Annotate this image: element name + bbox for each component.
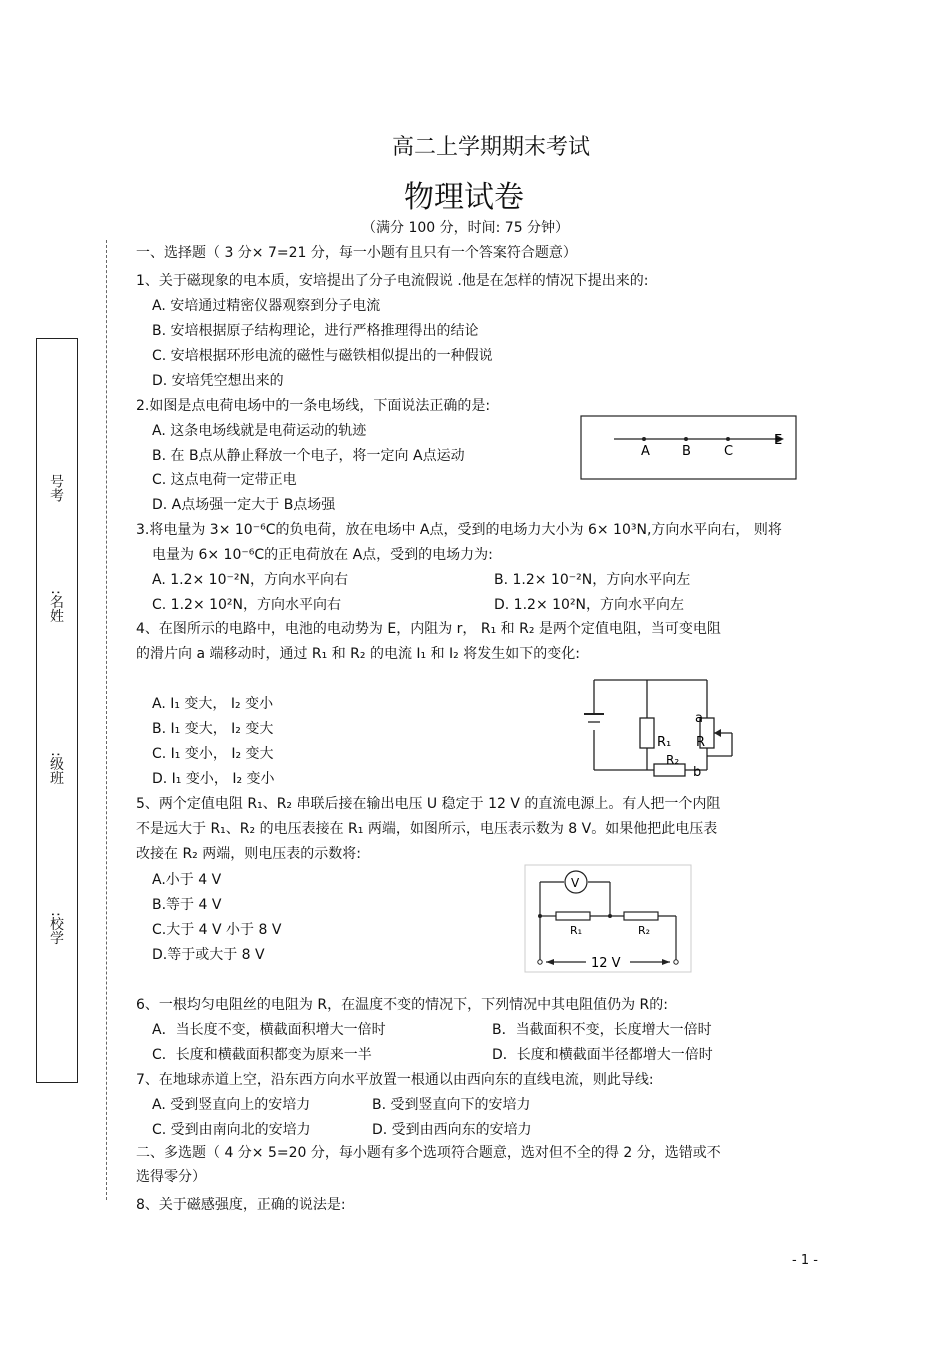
sidebar-label-exam-no: 号考 bbox=[48, 474, 64, 502]
q3-option-c: C. 1.2× 10²N，方向水平向右 bbox=[152, 597, 342, 613]
q4-option-a: A. I₁ 变大， I₂ 变小 bbox=[152, 696, 274, 712]
point-label-b: B bbox=[682, 444, 691, 459]
q7-option-b: B. 受到竖直向下的安培力 bbox=[372, 1097, 531, 1113]
q4-option-c: C. I₁ 变小， I₂ 变大 bbox=[152, 746, 274, 762]
section2-heading-line2: 选得零分） bbox=[136, 1169, 206, 1185]
q2-option-d: D. A点场强一定大于 B点场强 bbox=[152, 497, 336, 513]
field-line-figure bbox=[580, 415, 798, 481]
q1-option-b: B. 安培根据原子结构理论，进行严格推理得出的结论 bbox=[152, 323, 479, 339]
q4-option-b: B. I₁ 变大， I₂ 变大 bbox=[152, 721, 274, 737]
source-voltage-label: 12 V bbox=[591, 956, 621, 971]
q5-stem-line2: 不是远大于 R₁、R₂ 的电压表接在 R₁ 两端，如图所示，电压表示数为 8 V。如果他把此电压表 bbox=[136, 821, 718, 837]
q1-option-d: D. 安培凭空想出来的 bbox=[152, 373, 284, 389]
q4-option-d: D. I₁ 变小， I₂ 变小 bbox=[152, 771, 275, 787]
q6-stem: 6、一根均匀电阻丝的电阻为 R，在温度不变的情况下，下列情况中其电阻值仍为 R的: bbox=[136, 997, 668, 1013]
q2-option-a: A. 这条电场线就是电荷运动的轨迹 bbox=[152, 423, 367, 439]
exam-meta: （满分 100 分，时间: 75 分钟） bbox=[362, 220, 570, 236]
q5-option-d: D.等于或大于 8 V bbox=[152, 947, 265, 963]
sidebar-label-name: :名姓 bbox=[48, 590, 64, 623]
q4-stem-line2: 的滑片向 a 端移动时，通过 R₁ 和 R₂ 的电流 I₁ 和 I₂ 将发生如下的变化: bbox=[136, 646, 580, 662]
right-arrow-icon bbox=[662, 959, 670, 965]
student-info-box bbox=[36, 338, 78, 1083]
q4-stem-line1: 4、在图所示的电路中，电池的电动势为 E，内阻为 r， R₁ 和 R₂ 是两个定值电阻，当可变电阻 bbox=[136, 621, 721, 637]
section2-heading-line1: 二、多选题（ 4 分× 5=20 分，每小题有多个选项符合题意，选对但不全的得 2 分，选错或不 bbox=[136, 1145, 721, 1161]
r1-label: R₁ bbox=[657, 735, 672, 750]
q1-option-c: C. 安培根据环形电流的磁性与磁铁相似提出的一种假说 bbox=[152, 348, 493, 364]
q5-r1-label: R₁ bbox=[570, 924, 583, 937]
q7-option-a: A. 受到竖直向上的安培力 bbox=[152, 1097, 311, 1113]
q5-stem-line1: 5、两个定值电阻 R₁、R₂ 串联后接在输出电压 U 稳定于 12 V 的直流电源上。有人把一个内阻 bbox=[136, 796, 721, 812]
q4-circuit-figure bbox=[582, 672, 752, 782]
q7-stem: 7、在地球赤道上空，沿东西方向水平放置一根通以由西向东的直线电流，则此导线: bbox=[136, 1072, 654, 1088]
q3-stem-line2: 电量为 6× 10⁻⁶C的正电荷放在 A点，受到的电场力为: bbox=[152, 547, 493, 563]
voltmeter-label: V bbox=[571, 876, 580, 890]
q2-option-c: C. 这点电荷一定带正电 bbox=[152, 472, 297, 488]
sidebar-label-class: :级班 bbox=[48, 752, 64, 785]
q6-option-b: B．当截面积不变，长度增大一倍时 bbox=[492, 1022, 712, 1038]
terminal-a-label: a bbox=[695, 711, 703, 726]
exam-title: 高二上学期期末考试 bbox=[392, 135, 591, 160]
q5-option-c: C.大于 4 V 小于 8 V bbox=[152, 922, 282, 938]
q8-stem: 8、关于磁感强度，正确的说法是: bbox=[136, 1197, 346, 1213]
terminal-b-label: b bbox=[693, 765, 702, 780]
point-label-c: C bbox=[724, 444, 734, 459]
q5-r2-label: R₂ bbox=[638, 924, 651, 937]
q7-option-d: D. 受到由西向东的安培力 bbox=[372, 1122, 532, 1138]
q3-stem-line1: 3.将电量为 3× 10⁻⁶C的负电荷，放在电场中 A点，受到的电场力大小为 6× 10³N,方向水平向右， 则将 bbox=[136, 522, 782, 538]
q3-option-d: D. 1.2× 10²N，方向水平向左 bbox=[494, 597, 685, 613]
left-arrow-icon bbox=[546, 959, 554, 965]
binding-line bbox=[106, 240, 107, 1200]
q2-stem: 2.如图是点电荷电场中的一条电场线，下面说法正确的是: bbox=[136, 398, 491, 414]
sidebar-label-school: :校学 bbox=[48, 912, 64, 945]
q1-option-a: A. 安培通过精密仪器观察到分子电流 bbox=[152, 298, 381, 314]
q5-option-a: A.小于 4 V bbox=[152, 872, 222, 888]
slider-arrow-icon bbox=[714, 729, 721, 737]
q5-stem-line3: 改接在 R₂ 两端，则电压表的示数将: bbox=[136, 846, 361, 862]
page-number: - 1 - bbox=[792, 1253, 818, 1268]
q2-option-b: B. 在 B点从静止释放一个电子，将一定向 A点运动 bbox=[152, 448, 465, 464]
subject-title: 物理试卷 bbox=[404, 180, 524, 215]
q5-option-b: B.等于 4 V bbox=[152, 897, 222, 913]
field-label-e: E bbox=[774, 433, 783, 448]
q1-stem: 1、关于磁现象的电本质，安培提出了分子电流假说 .他是在怎样的情况下提出来的: bbox=[136, 273, 649, 289]
q3-option-a: A. 1.2× 10⁻²N，方向水平向右 bbox=[152, 572, 348, 588]
q5-voltmeter-circuit-figure bbox=[524, 864, 694, 974]
q3-option-b: B. 1.2× 10⁻²N，方向水平向左 bbox=[494, 572, 691, 588]
q6-option-c: C．长度和横截面积都变为原来一半 bbox=[152, 1047, 372, 1063]
point-label-a: A bbox=[641, 444, 650, 459]
q6-option-d: D．长度和横截面半径都增大一倍时 bbox=[492, 1047, 713, 1063]
section1-heading: 一、选择题（ 3 分× 7=21 分，每一小题有且只有一个答案符合题意） bbox=[136, 245, 577, 261]
q6-option-a: A．当长度不变，横截面积增大一倍时 bbox=[152, 1022, 386, 1038]
q7-option-c: C. 受到由南向北的安培力 bbox=[152, 1122, 311, 1138]
variable-resistor-label: R bbox=[696, 735, 706, 750]
r2-label: R₂ bbox=[666, 753, 680, 767]
